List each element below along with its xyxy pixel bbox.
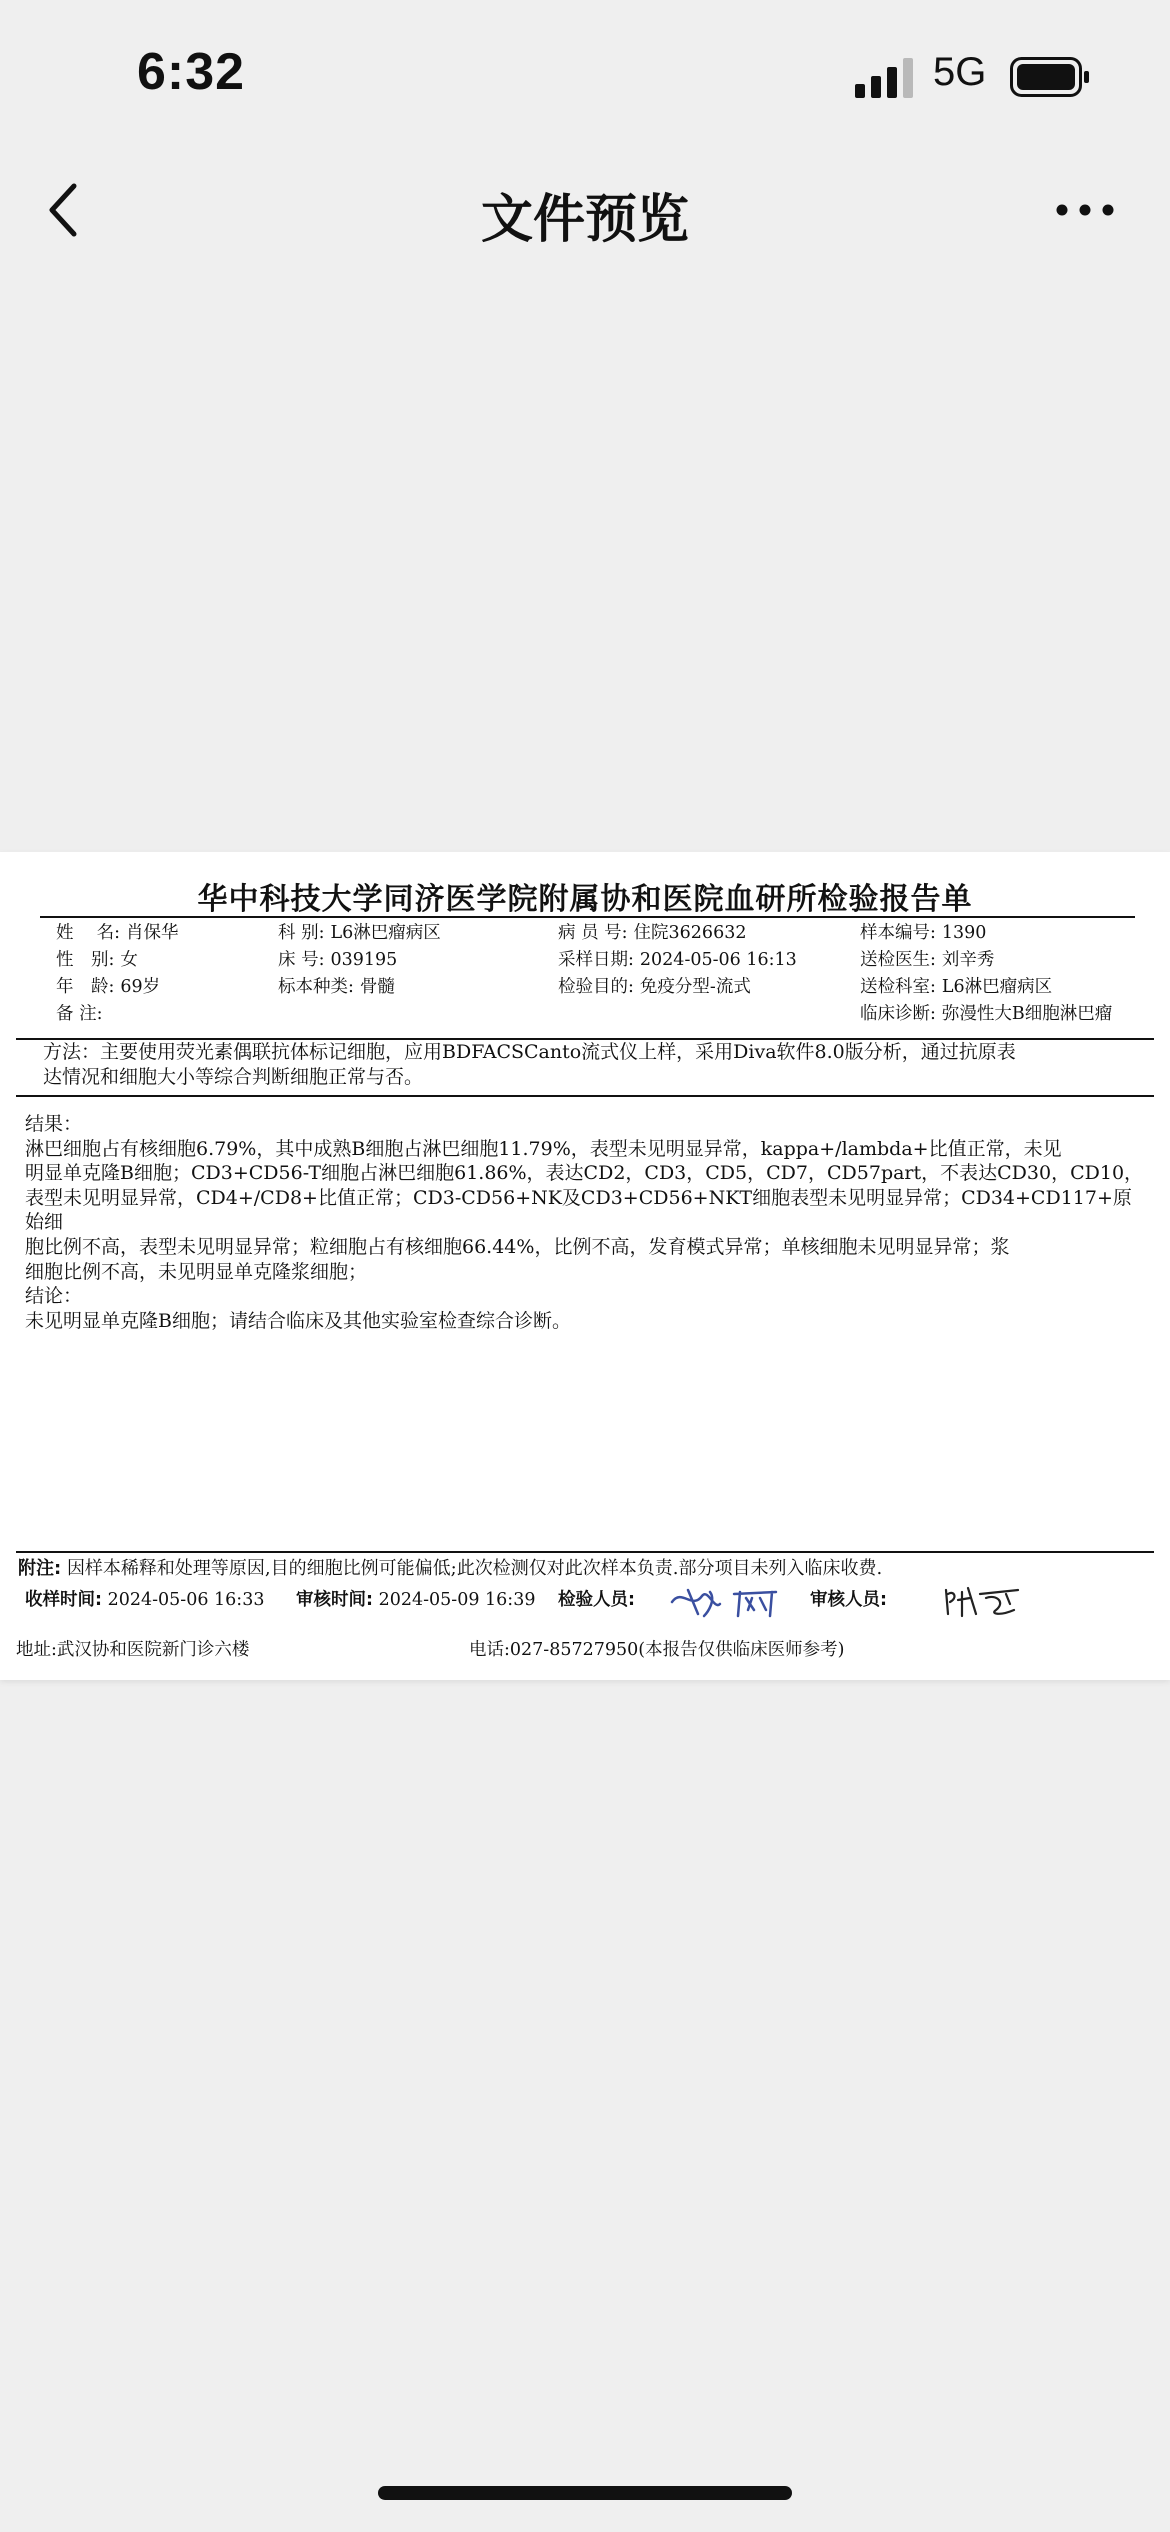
results-line: 表型未见明显异常，CD4+/CD8+比值正常；CD3-CD56+NK及CD3+CD56+NKT细胞表型未见明显异常；CD34+CD117+原始细 [25,1186,1132,1234]
info-field [558,976,751,998]
info-value: 2024-05-06 16:13 [639,950,797,970]
document-preview[interactable] [0,852,1170,1680]
reviewer-label [810,1586,887,1611]
info-value: 039195 [330,950,398,970]
method-line: 达情况和细胞大小等综合判断细胞正常与否。 [43,1066,424,1088]
footnote-label: 附注: [18,1558,62,1579]
receive-time [25,1586,264,1611]
tester-label-text: 检验人员: [558,1590,635,1610]
info-value: 刘辛秀 [941,950,995,970]
more-button[interactable] [1055,200,1115,220]
receive-time-label: 收样时间: [25,1590,102,1610]
info-field [860,949,994,971]
cellular-signal-icon [855,58,915,98]
conclusion-line: 未见明显单克隆B细胞；请结合临床及其他实验室检查综合诊断。 [25,1309,571,1332]
method-line: 方法：主要使用荧光素偶联抗体标记细胞，应用BDFACSCanto流式仪上样，采用Diva软件8.0版分析，通过抗原表 [43,1041,1016,1063]
page-title: 文件预览 [480,190,689,250]
method-text [43,1040,1123,1090]
results-text [25,1112,1145,1333]
reviewer-signature-icon [940,1580,1030,1622]
reviewer-label-text: 审核人员: [810,1590,887,1610]
results-line: 淋巴细胞占有核细胞6.79%，其中成熟B细胞占淋巴细胞11.79%，表型未见明显异常，kappa+/lambda+比值正常，未见 [25,1137,1062,1160]
info-field [56,922,178,944]
results-line: 细胞比例不高，未见明显单克隆浆细胞； [25,1260,368,1283]
more-horizontal-icon [1055,200,1115,220]
info-value: 肖保华 [125,923,179,943]
info-field [56,949,138,971]
info-value: 骨髓 [359,977,395,997]
info-label: 送检科室: [860,977,936,997]
info-label: 姓 名: [56,923,120,943]
info-value: 女 [120,950,138,970]
info-value: L6淋巴瘤病区 [941,977,1053,997]
info-label: 床 号: [278,950,325,970]
phone: 电话:027-85727950(本报告仅供临床医师参考) [469,1640,845,1660]
battery-icon [1010,57,1090,97]
info-value: 免疫分型-流式 [639,977,751,997]
review-time-value: 2024-05-09 16:39 [378,1590,536,1610]
info-value: 住院3626632 [633,923,747,943]
results-line: 明显单克隆B细胞；CD3+CD56-T细胞占淋巴细胞61.86%，表达CD2，CD3，CD5，CD7，CD57part，不表达CD30，CD10， [25,1162,1144,1185]
info-label: 送检医生: [860,950,936,970]
address: 地址:武汉协和医院新门诊六楼 [16,1640,250,1660]
info-field [860,976,1052,998]
info-field [278,922,441,944]
footnote [18,1554,882,1580]
receive-time-value: 2024-05-06 16:33 [107,1590,265,1610]
info-field [278,949,397,971]
status-time: 6:32 [137,43,246,101]
title-rule [40,916,1135,918]
info-label: 标本种类: [278,977,354,997]
info-label: 采样日期: [558,950,634,970]
tester-signature-icon [668,1580,798,1622]
review-time [296,1586,535,1611]
info-value: L6淋巴瘤病区 [330,923,441,943]
results-line: 胞比例不高，表型未见明显异常；粒细胞占有核细胞66.44%，比例不高，发育模式异常；单核细胞未见明显异常；浆 [25,1235,1010,1258]
info-field [558,949,797,971]
info-field [56,976,160,998]
nav-bar [0,150,1170,270]
method-rule [16,1095,1154,1097]
results-heading: 结果： [25,1113,83,1135]
info-label: 病 员 号: [558,923,628,943]
status-bar [0,0,1170,150]
info-label: 年 龄: [56,977,115,997]
tester-label [558,1586,635,1611]
network-type: 5G [933,50,987,94]
info-label: 临床诊断: [860,1004,936,1024]
review-time-label: 审核时间: [296,1590,373,1610]
info-label: 样本编号: [860,923,936,943]
info-field [56,1003,108,1025]
info-field [860,1003,1112,1025]
info-label: 备 注: [56,1004,103,1024]
info-value: 弥漫性大B细胞淋巴瘤 [941,1004,1113,1024]
info-value: 69岁 [120,977,161,997]
info-value: 1390 [941,923,987,943]
info-label: 检验目的: [558,977,634,997]
info-field [860,922,986,944]
info-field [278,976,395,998]
conclusion-heading: 结论： [25,1285,83,1308]
home-indicator[interactable] [378,2486,792,2500]
info-field [558,922,746,944]
info-label: 性 别: [56,950,115,970]
footnote-rule [16,1551,1154,1553]
info-label: 科 别: [278,923,325,943]
report-title: 华中科技大学同济医学院附属协和医院血研所检验报告单 [197,882,973,917]
footnote-text: 因样本稀释和处理等原因,目的细胞比例可能偏低;此次检测仅对此次样本负责.部分项目未列入临床收费. [66,1558,883,1579]
